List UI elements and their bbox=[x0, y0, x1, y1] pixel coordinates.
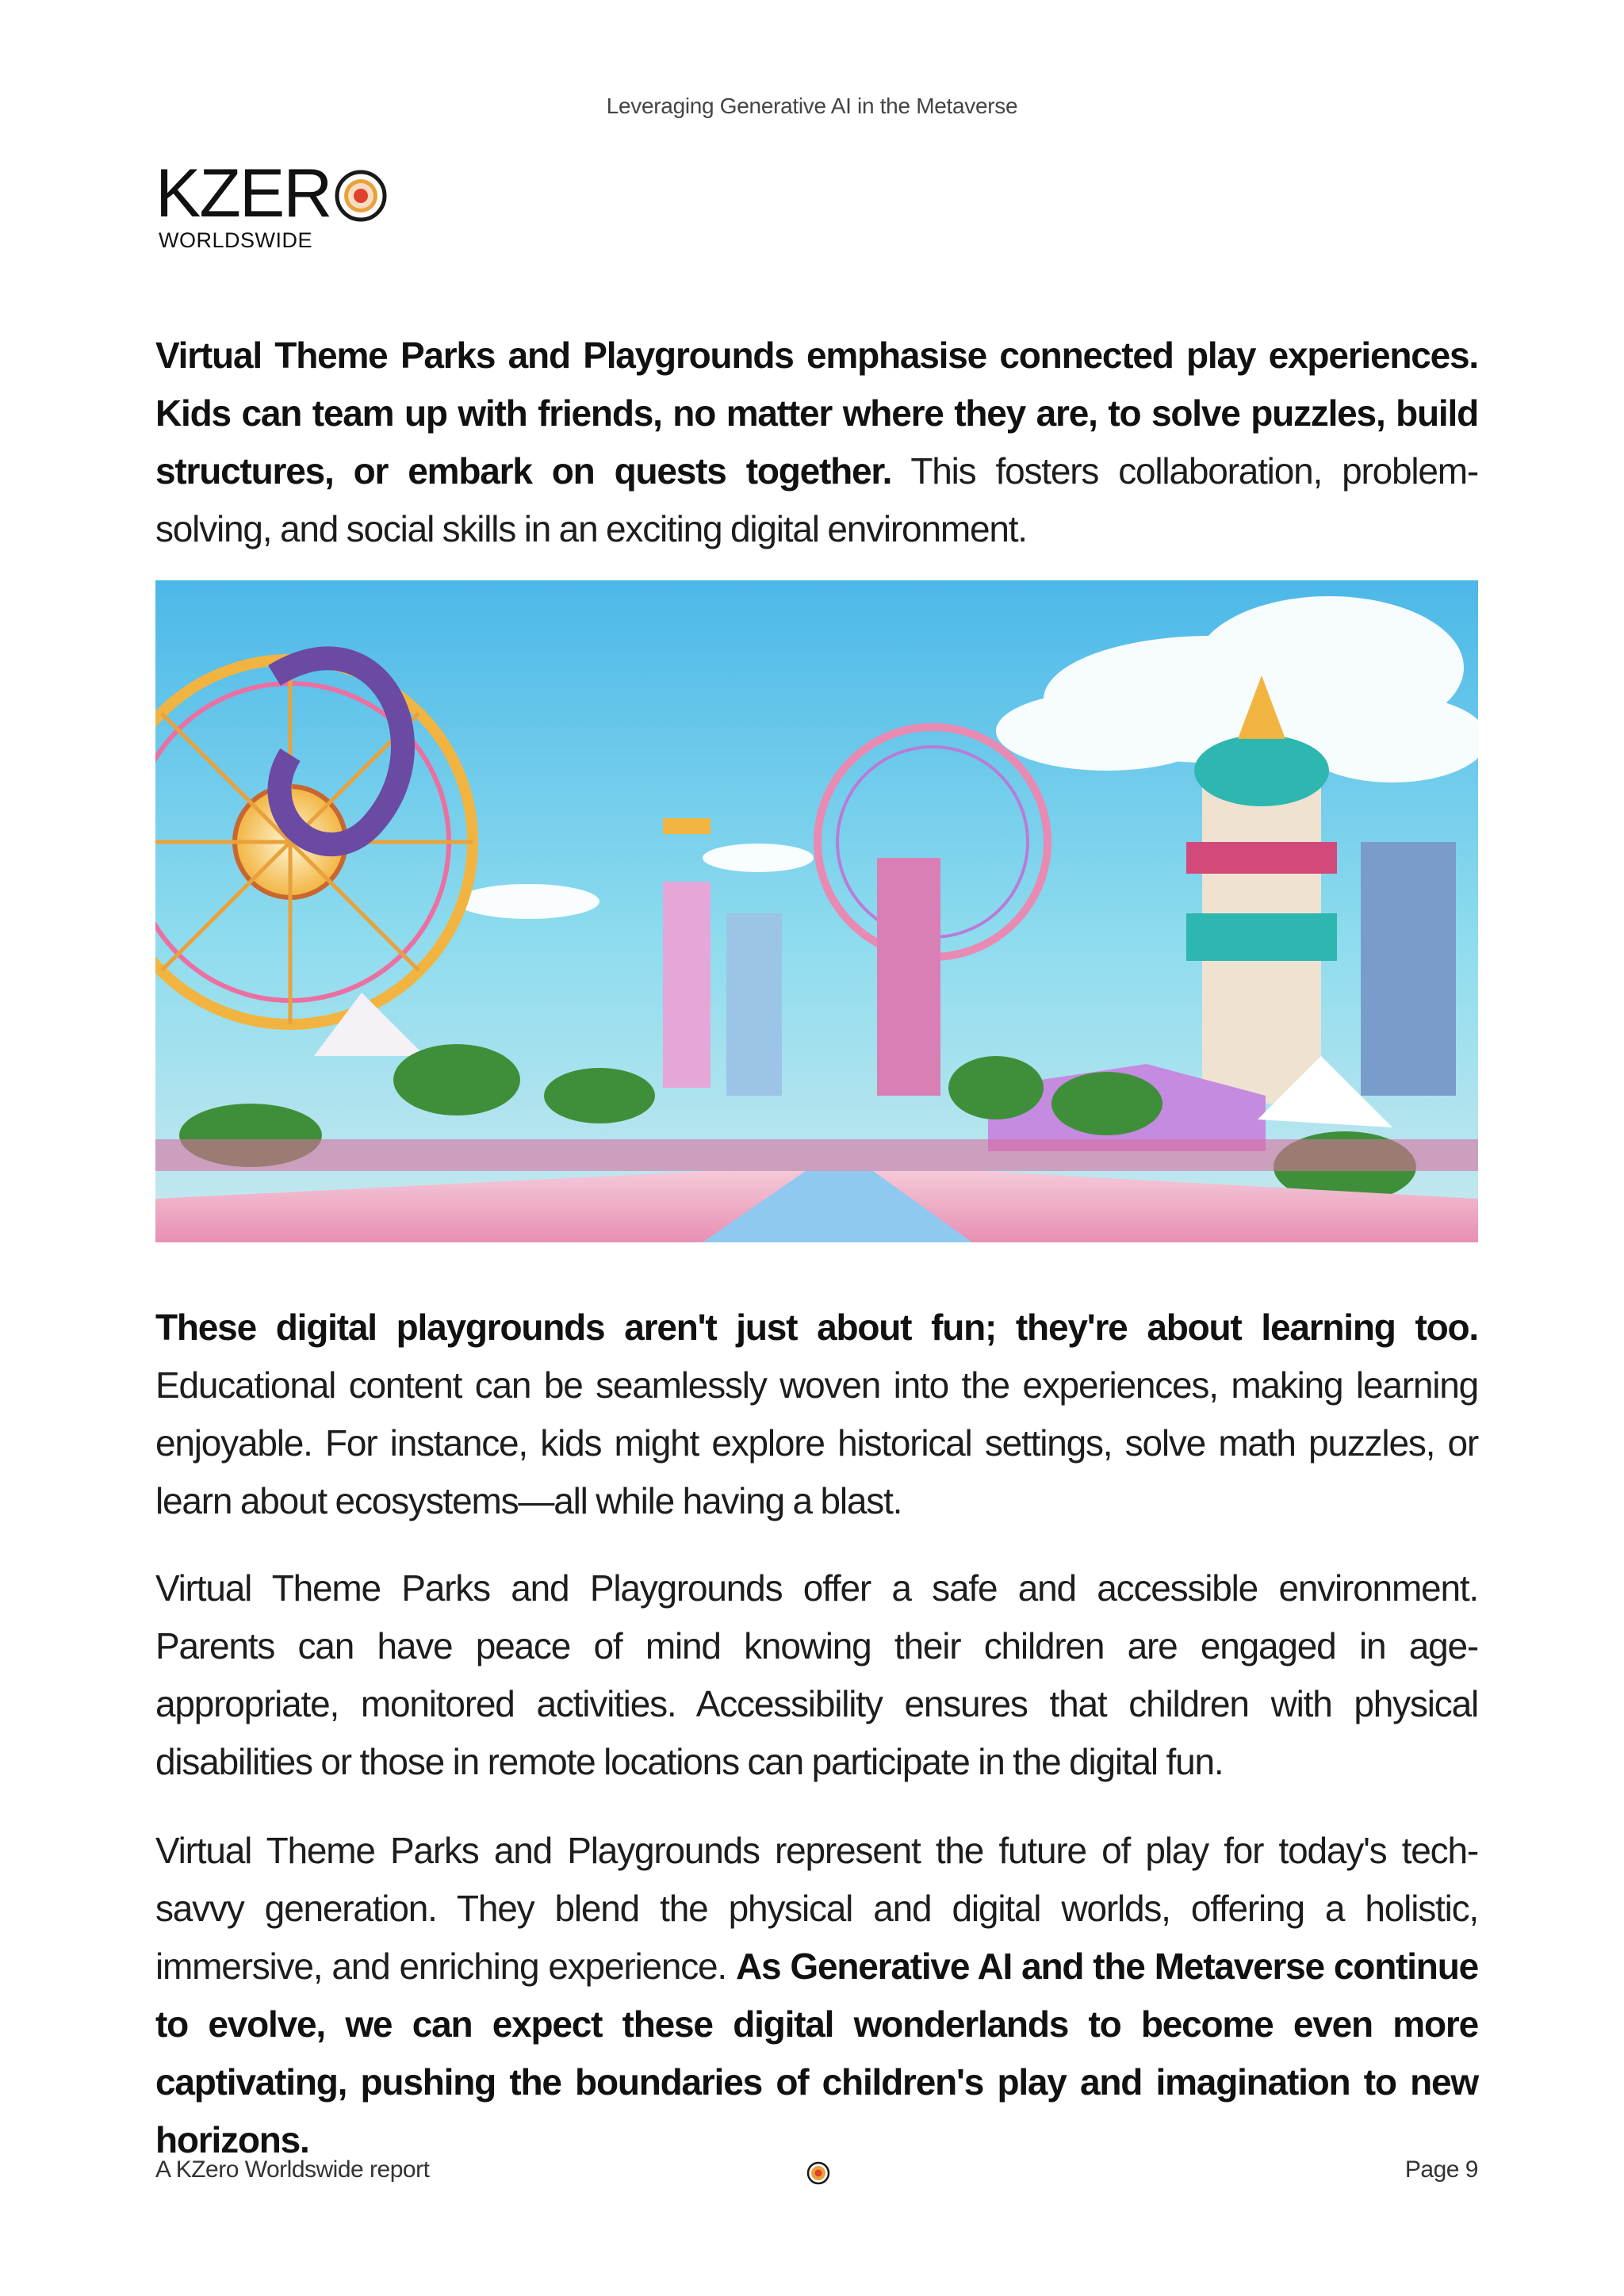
footer-report-label: A KZero Worldswide report bbox=[155, 2156, 430, 2183]
kzero-target-icon bbox=[335, 170, 387, 222]
future-regular-text: Virtual Theme Parks and Playgrounds represent the future of play for today's tech-savvy generation. They blend the physical and digital worlds, offering a holistic, immersive, and enriching experience. bbox=[155, 1830, 1478, 1987]
learning-regular-text: Educational content can be seamlessly woven into the experiences, making learning enjoyable. For instance, kids might explore historical settings, solve math puzzles, or learn about ecosystems—all while having a blast. bbox=[155, 1364, 1478, 1521]
learning-paragraph bbox=[155, 1299, 1478, 1530]
kzero-logo bbox=[155, 155, 393, 252]
intro-paragraph bbox=[155, 327, 1478, 558]
kzero-target-icon bbox=[806, 2161, 830, 2185]
intro-regular-text: This fosters collaboration, problem-solving, and social skills in an exciting digital environment. bbox=[155, 450, 1478, 549]
intro-bold-text: Virtual Theme Parks and Playgrounds emphasise connected play experiences. Kids can team up with friends, no matter where they are, to solve puzzles, build structures, or embark on quests together. bbox=[155, 335, 1478, 492]
theme-park-illustration bbox=[155, 580, 1478, 1242]
safety-regular-text: Virtual Theme Parks and Playgrounds offer a safe and accessible environment. Parents can have peace of mind knowing their children are engaged in age-appropriate, monitored activities. Accessibility ensures that children with physical disabilities or those in remote locations can participate in the digital fun. bbox=[155, 1567, 1478, 1782]
logo-wordmark: KZER bbox=[155, 155, 331, 232]
safety-paragraph bbox=[155, 1559, 1478, 1791]
learning-bold-text: These digital playgrounds aren't just about fun; they're about learning too. bbox=[155, 1307, 1478, 1348]
future-paragraph bbox=[155, 1822, 1478, 2169]
future-bold-text: As Generative AI and the Metaverse continue to evolve, we can expect these digital wonderlands to become even more captivating, pushing the boundaries of children's play and imagination to new horizons. bbox=[155, 1946, 1478, 2160]
logo-subtitle: WORLDSWIDE bbox=[159, 228, 312, 252]
running-header: Leveraging Generative AI in the Metaverse bbox=[606, 94, 1018, 118]
page-number: Page 9 bbox=[1404, 2156, 1478, 2183]
